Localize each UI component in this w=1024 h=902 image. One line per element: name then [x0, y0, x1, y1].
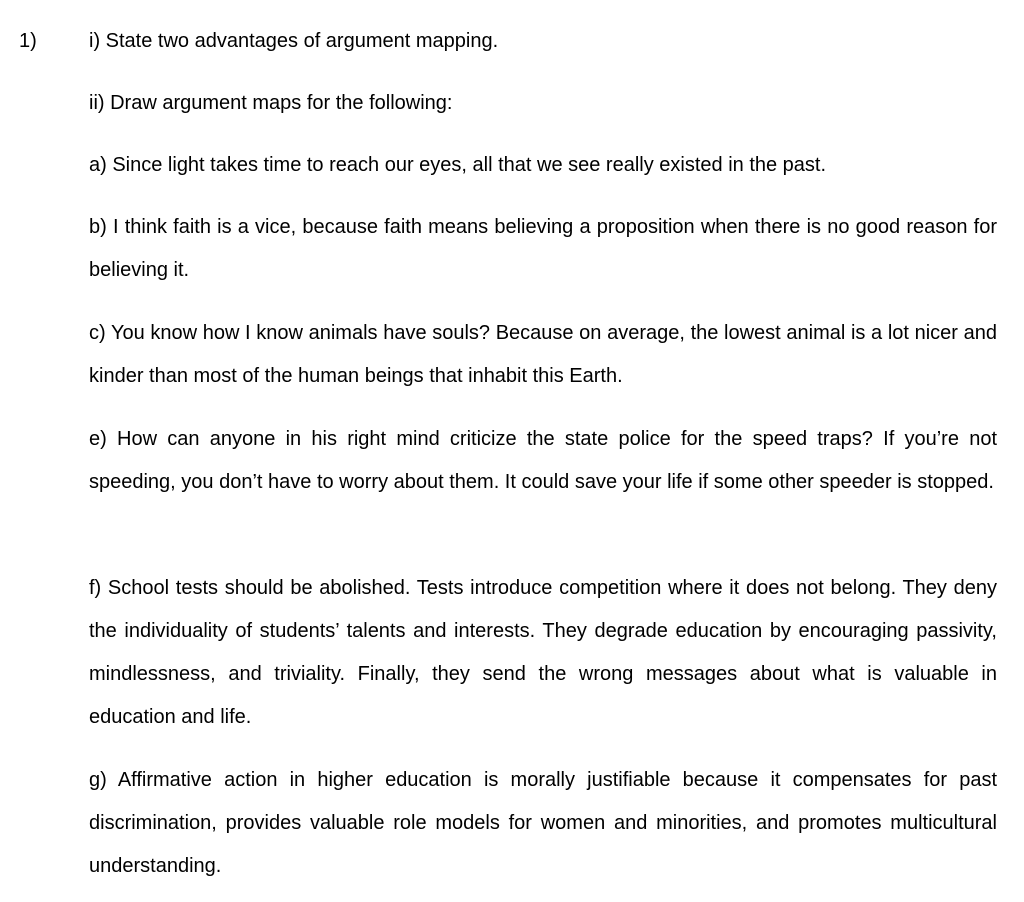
item-a: a) Since light takes time to reach our eyes, all that we see really existed in the past. [89, 154, 827, 176]
item-c: c) You know how I know animals have souls? Because on average, the lowest animal is a lot nicer and kinder than most of the human beings that inhabit this Earth. [89, 322, 997, 387]
item-e: e) How can anyone in his right mind criticize the state police for the speed traps? If you’re not speeding, you don’t have to worry about them. It could save your life if some other speeder is stopped. [89, 428, 997, 493]
item-b: b) I think faith is a vice, because faith means believing a proposition when there is no good reason for believing it. [89, 216, 997, 281]
item-i: i) State two advantages of argument mapping. [89, 30, 499, 52]
question-number: 1) [19, 30, 37, 52]
item-ii: ii) Draw argument maps for the following: [89, 92, 453, 114]
item-f: f) School tests should be abolished. Tests introduce competition where it does not belong. They deny the individuality of students’ talents and interests. They degrade education by encouraging passivity, mindlessness, and triviality. Finally, they send the wrong messages about what is valuable in education and life. [89, 577, 997, 728]
item-g: g) Affirmative action in higher education is morally justifiable because it compensates for past discrimination, provides valuable role models for women and minorities, and promotes multicultural understanding. [89, 769, 997, 877]
